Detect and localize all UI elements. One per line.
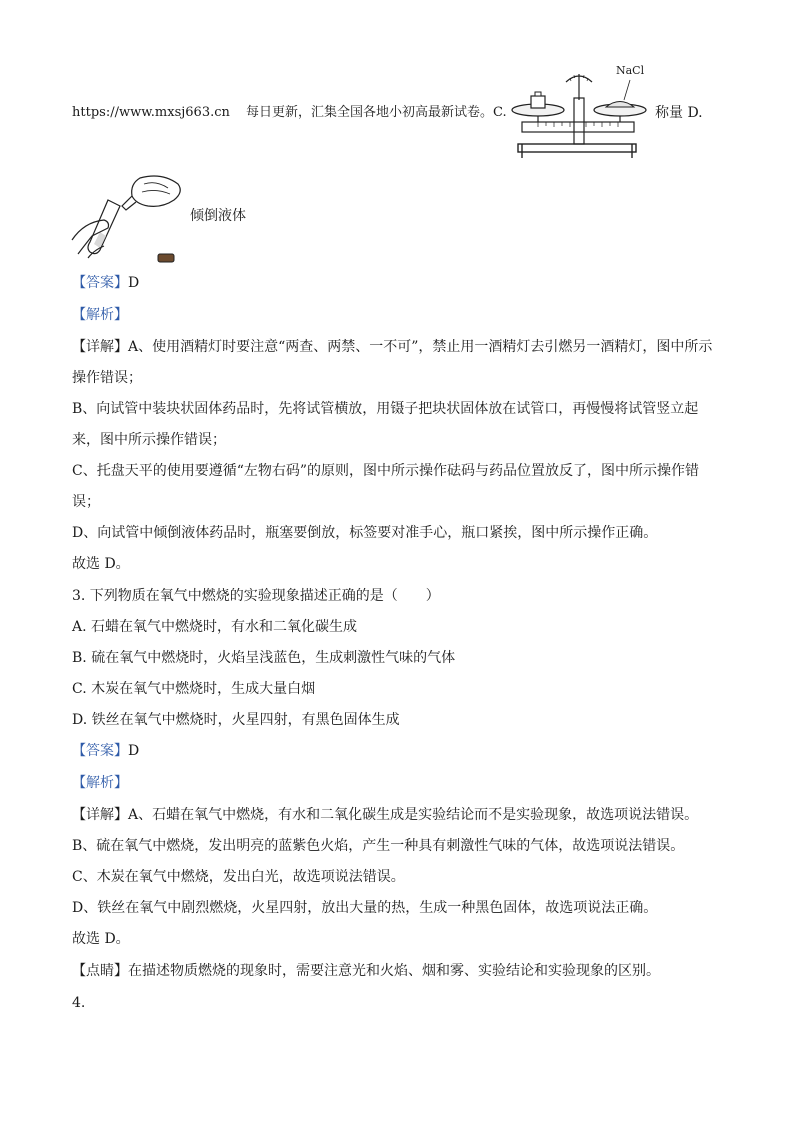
q2-answer-tag: 【答案】 (72, 275, 128, 291)
nacl-label: NaCl (616, 64, 645, 77)
q3-detail-line-3: D、铁丝在氧气中剧烈燃烧，火星四射，放出大量的热，生成一种黑色固体，故选项说法正确。 (72, 900, 658, 916)
balance-scale-image (508, 60, 654, 162)
q2-detail-line-6: D、向试管中倾倒液体药品时，瓶塞要倒放，标签要对准手心，瓶口紧挨，图中所示操作正确。 (72, 525, 658, 541)
q2-answer (72, 273, 139, 293)
q2-answer-value: D (128, 275, 140, 291)
q3-tip-tag: 【点睛】 (72, 963, 128, 979)
q3-stem: 3. 下列物质在氧气中燃烧的实验现象描述正确的是（ ） (72, 588, 440, 604)
q3-tip-text: 在描述物质燃烧的现象时，需要注意光和火焰、烟和雾、实验结论和实验现象的区别。 (128, 963, 660, 979)
q3-tip (72, 961, 660, 981)
q3-detail-line-1: B、硫在氧气中燃烧，发出明亮的蓝紫色火焰，产生一种具有刺激性气味的气体，故选项说法错误。 (72, 838, 685, 854)
q2-detail-line-3: 来，图中所示操作错误； (72, 432, 226, 448)
header-line (72, 103, 519, 123)
q3-option-b: B. 硫在氧气中燃烧时，火焰呈浅蓝色，生成刺激性气味的气体 (72, 650, 456, 666)
q4-number: 4. (72, 995, 86, 1011)
q2-detail-tag: 【详解】 (72, 339, 128, 355)
q2-analysis-tag: 【解析】 (72, 307, 128, 323)
q3-option-d: D. 铁丝在氧气中燃烧时，火星四射，有黑色固体生成 (72, 712, 400, 728)
q3-analysis-tag: 【解析】 (72, 775, 128, 791)
q3-answer-tag: 【答案】 (72, 743, 128, 759)
q3-answer-value: D (128, 743, 140, 759)
q2-detail-line-4: C、托盘天平的使用要遵循“左物右码”的原则，图中所示操作砝码与药品位置放反了，图中所示操作错 (72, 463, 700, 479)
q3-option-a: A. 石蜡在氧气中燃烧时，有水和二氧化碳生成 (72, 619, 358, 635)
source-slogan: 每日更新，汇集全国各地小初高最新试卷。C. (246, 105, 507, 120)
q2-detail-line-5: 误； (72, 494, 100, 510)
q2-detail-line-2: B、向试管中装块状固体药品时，先将试管横放，用镊子把块状固体放在试管口，再慢慢将试管竖立起 (72, 401, 699, 417)
source-url[interactable]: https://www.mxsj663.cn (72, 105, 230, 120)
q3-option-c: C. 木炭在氧气中燃烧时，生成大量白烟 (72, 681, 316, 697)
q2-detail-line-0 (72, 337, 712, 357)
option-d-label: 倾倒液体 (190, 208, 246, 224)
q3-detail-tag: 【详解】 (72, 807, 128, 823)
q3-answer (72, 741, 139, 761)
q2-detail-text: A、使用酒精灯时要注意“两查、两禁、一不可”，禁止用一酒精灯去引燃另一酒精灯，图中所示 (128, 339, 713, 355)
option-c-label: 称量 D. (655, 105, 703, 121)
q3-detail-line-0 (72, 805, 698, 825)
q3-detail-line-4: 故选 D。 (72, 931, 130, 947)
pouring-liquid-image (70, 170, 188, 266)
q2-detail-line-7: 故选 D。 (72, 556, 130, 572)
q3-detail-line-2: C、木炭在氧气中燃烧，发出白光，故选项说法错误。 (72, 869, 405, 885)
q3-detail-text: A、石蜡在氧气中燃烧，有水和二氧化碳生成是实验结论而不是实验现象，故选项说法错误。 (128, 807, 699, 823)
q2-detail-line-1: 操作错误； (72, 370, 142, 386)
